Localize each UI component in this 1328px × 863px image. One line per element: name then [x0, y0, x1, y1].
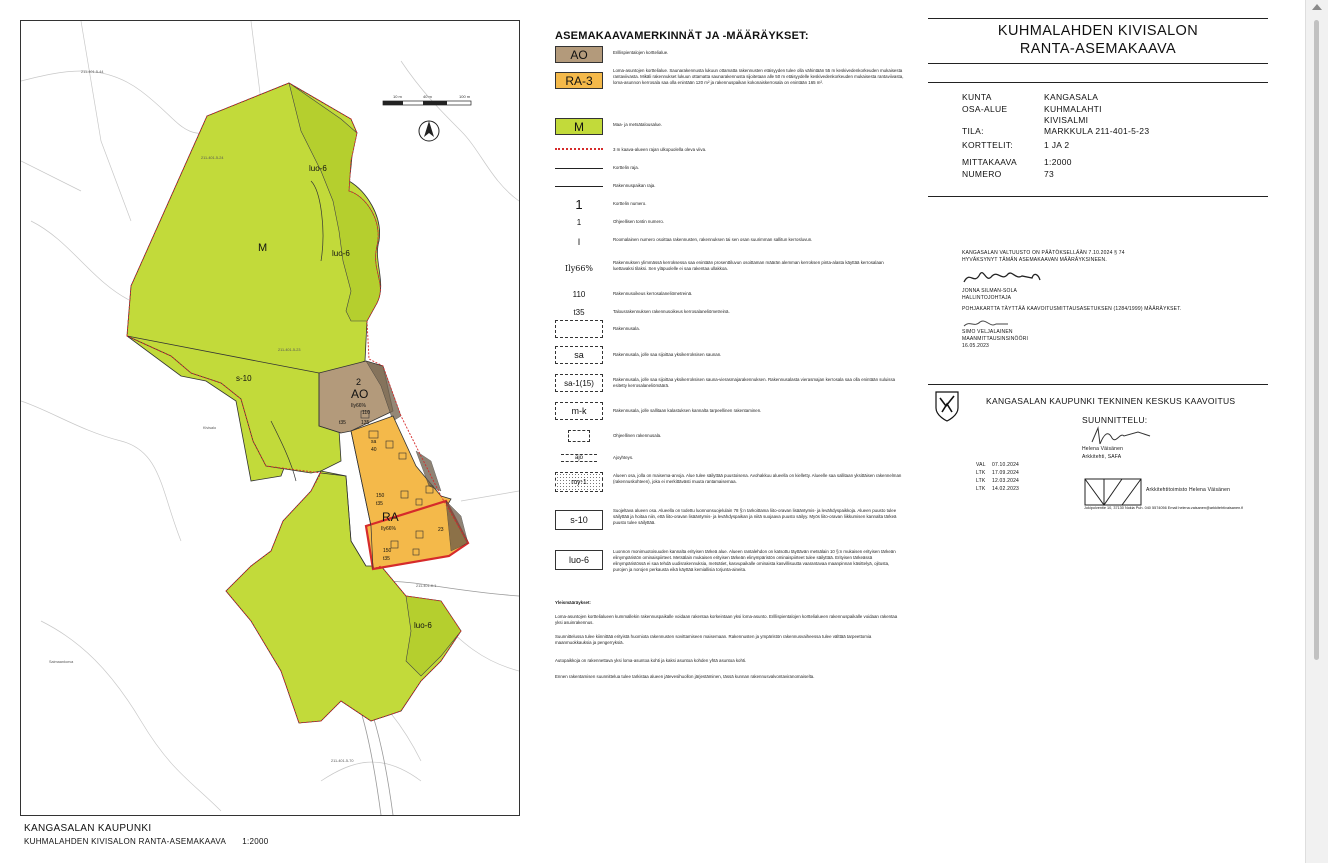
legend-symbol-sauna: sa: [555, 346, 603, 364]
design-label: SUUNNITTELU:: [1082, 415, 1148, 425]
date-2-label: LTK: [976, 470, 986, 476]
firm-name: Arkkitehtitoimisto Helena Väisänen: [1146, 487, 1231, 493]
label-135: 135: [361, 420, 370, 426]
legend-symbol-floors: I: [577, 237, 581, 247]
label-110: 110: [362, 410, 370, 416]
label-property-2: 211-401-5-44: [81, 70, 104, 74]
field-korttelit-label: KORTTELIT:: [962, 140, 1014, 150]
label-property-5: 211-401-5-24: [201, 156, 224, 160]
label-23: 23: [438, 527, 444, 533]
label-luo6-south: luo-6: [414, 621, 432, 630]
date-2-value: 17.09.2024: [992, 470, 1020, 476]
scroll-up-icon[interactable]: [1312, 4, 1322, 10]
organization-name: KANGASALAN KAUPUNKI TEKNINEN KESKUS KAAVOITUS: [986, 396, 1236, 406]
designer-signature: [1088, 426, 1158, 446]
legend-symbol-upper-floor: Ily66%: [564, 263, 594, 273]
plan-map-svg: [21, 21, 519, 815]
legend-desc-boundary: 3 m kaava-alueen rajan ulkopuolella oleva viiva.: [613, 147, 707, 152]
label-sa-a: sa: [371, 439, 377, 445]
coat-of-arms-icon: [934, 390, 960, 422]
legend-desc-outbuilding: Talousrakennuksen rakennusoikeus kerrosalaneliömetreinä.: [613, 309, 730, 314]
legend-desc-building-area: Rakennusala.: [613, 326, 640, 331]
general-regulation-4: Ennen rakentamisen suunnittelua tulee tarkistaa alueen jätevesihuollon järjestäminen, tässä kunnan rakennusvalvontaviranomaiselta.: [555, 674, 815, 679]
approval-line1: KANGASALAN VALTUUSTO ON PÄÄTÖKSELLÄÄN 7.10.2024 § 74: [962, 250, 1125, 256]
field-numero-label: NUMERO: [962, 169, 1002, 179]
legend-desc-landscape: Alueen osa, jolla on maisema-arvoja. Alue tulee säilyttää puustoisena. Avohakkuu alueella on kielletty. Alueelle saa sallitaan yksittäisen rakennelman (rakennuskohteen), joka ei merkittävästi muuta rantamaisemaa.: [613, 473, 902, 484]
label-luo6-north: luo-6: [309, 164, 327, 173]
legend-desc-s10: Suojeltava alueen osa. Alueella on todettu luonnonsuojelulain 78 §:n tarkoittama liito-oravan lisääntymis- ja levähdyspaikkoja. Alueen puusto tulee säilyttää ja hoitaa niin, että liito-oravan lisääntymis- ja levähdyspaikan ja niitä suojaava puusto säilyy. Myös liito-oravan liikkumisen kannalta tärkeä puusto tulee säilyttää.: [613, 508, 897, 525]
label-zone-m: M: [258, 242, 268, 254]
footer-scale: 1:2000: [242, 837, 269, 846]
label-t35-c: t35: [383, 556, 390, 562]
north-arrow: [419, 121, 439, 141]
label-ry-ra: Ily66%: [381, 526, 397, 532]
scale-tick-3: 100 m: [459, 94, 471, 99]
plan-map[interactable]: [20, 20, 520, 816]
legend-symbol-site-line: [555, 178, 603, 194]
label-150-a: 150: [376, 493, 385, 499]
legend-symbol-fishing: m-k: [555, 402, 603, 420]
general-regulation-3: Autopaikkoja on rakennettava yksi loma-asuntoa kohti ja kaksi asuntoa kohden yhtä asuntoa kohti.: [555, 658, 747, 663]
footer-line2: KUHMALAHDEN KIVISALON RANTA-ASEMAKAAVA: [24, 837, 226, 846]
label-t35-b: t35: [376, 501, 383, 507]
legend-desc-guest-sauna: Rakennusala, jolle saa sijoittaa yksikerroksisen sauna-vierasmajarakennuksen. Rakennusalasta vierasmajan kerrosala saa olla enintään suluissa esitetty kerrosalaneliömäärä.: [613, 377, 896, 388]
legend-symbol-boundary: [555, 142, 603, 158]
legend-desc-m: Maa- ja metsätalousalue.: [613, 122, 663, 127]
signer1-name: JONNA SILMAN-SOLA: [962, 288, 1018, 294]
label-40: 40: [371, 447, 377, 453]
footer: [24, 823, 268, 846]
legend-symbol-access-text: ajo: [561, 454, 597, 462]
date-3-value: 12.03.2024: [992, 478, 1020, 484]
legend-desc-sauna: Rakennusala, jolle saa sijoittaa yksikerroksisen saunan.: [613, 352, 722, 357]
legend-symbol-ra3: RA-3: [555, 72, 603, 89]
label-property-1: 211-401-5-23: [278, 348, 301, 352]
general-regulations-title: Yleismääräykset:: [555, 600, 591, 605]
legend-desc-luo6: Luonnon monimuotoisuuden kannalta erityisen tärkeä alue. Alueen rantalehdon on katsottu täyttävän metsälain 10 §:n mukaisen erityisen tärkeän elinympäristön ominaispiirteet. Metsälain mukaisen erityisen tärkeän elinympäristön ominaispiirteet tulee säilyttää. Erityisen tärkeässä elinympäristössä ei saa tehdä uudisrakennuksia, metsätiet, kasvupaikalle ominaista kasvillisuutta vaarantavaa maanpinnan käsittelyä, ojitusta, purojen ja norojen perkausta eikä käyttää kemiallisia torjunta-aineita.: [613, 549, 896, 572]
plan-title-line1: KUHMALAHDEN KIVISALON: [997, 23, 1199, 39]
legend-desc-floors: Roomalainen numero osoittaa rakennusten, rakennuksen tai sen osan suurimman sallitun kerrosluvun.: [613, 237, 813, 242]
signer2-name: SIMO VELJALAINEN: [962, 329, 1013, 335]
legend-symbol-guest-sauna: sa-1(15): [555, 374, 603, 392]
field-mittakaava-label: MITTAKAAVA: [962, 157, 1017, 167]
legend-desc-fishing: Rakennusala, jolle sallitaan kalastuksen kannalta tarpeellinen rakentaminen.: [613, 408, 762, 413]
field-korttelit-value: 1 JA 2: [1044, 140, 1070, 150]
legend-desc-site-line: Rakennuspaikan raja.: [613, 183, 656, 188]
signer1-title: HALLINTOJOHTAJA: [962, 295, 1012, 301]
date-3-label: LTK: [976, 478, 986, 484]
label-ao: AO: [351, 387, 369, 401]
scale-tick-2: 40 m: [423, 94, 432, 99]
signer2-date: 16.05.2023: [962, 343, 990, 349]
designer-title: Arkkitehti, SAFA: [1082, 454, 1122, 460]
legend-title: ASEMAKAAVAMERKINNÄT JA -MÄÄRÄYKSET:: [555, 30, 809, 42]
firm-address: Jokipolventie 10, 37130 Nokia Puh. 040 5574056 Email helena.vaisanen@arkkitehtivaisanen.fi: [1084, 506, 1244, 510]
legend-desc-building-right: Rakennusoikeus kerrosalaneliömetreinä.: [613, 291, 693, 296]
label-property-3: 211-401-5-70: [331, 759, 354, 763]
legend-symbol-block-number: 1: [575, 196, 583, 212]
legend-symbol-building-area: [555, 320, 603, 338]
scroll-thumb[interactable]: [1314, 20, 1319, 660]
legend-desc-plot-number: Ohjeellisen tontin numero.: [613, 219, 665, 224]
legend-symbol-plot-number: 1: [576, 217, 582, 227]
vertical-scrollbar[interactable]: [1305, 0, 1328, 863]
field-numero-value: 73: [1044, 169, 1055, 179]
label-luo6-mid: luo-6: [332, 249, 350, 258]
signer2-title: MAANMITTAUSINSINÖÖRI: [962, 336, 1029, 342]
legend-symbol-ao: AO: [555, 46, 603, 63]
legend-symbol-building-right: 110: [572, 289, 586, 299]
legend-desc-ao: Erillispientalojen korttelialue.: [613, 50, 669, 55]
base-map-note: POHJAKARTTA TÄYTTÄÄ KAAVOITUSMITTAUSASETUKSEN (1284/1999) MÄÄRÄYKSET.: [962, 306, 1182, 312]
label-ra: RA: [382, 510, 399, 524]
field-osa-alue-label: OSA-ALUE: [962, 104, 1008, 114]
firm-logo-icon: [1084, 478, 1142, 506]
scale-tick-1: 10 m: [393, 94, 402, 99]
legend-symbol-s10: s-10: [555, 510, 603, 530]
legend-symbol-landscape: my-1: [555, 472, 603, 492]
label-ry-ao: Ily66%: [351, 403, 367, 409]
legend-desc-ra3: Loma-asuntojen korttelialue. Saunarakennusta lukuun ottamatta rakennusten etäisyyden tulee olla vähintään 55 m keskivedenkorkeuden mukaisesta rantaviivasta. Mikäli rakennukset lukuun ottamatta saunarakennusta sijoitetaan alle 50 m etäisyydelle keskivedenkorkeuden mukaisesta rantaviivasta, loma-asunnon kerrosala saa olla enintään 120 m² ja rakennuspaikan kokonaiskerrosala on enintään 165 m².: [613, 68, 904, 85]
legend-symbol-indicative-area: [555, 428, 603, 444]
general-regulation-1: Loma-asuntojen korttelialueen kummallekin rakennuspaikalle voidaan rakentaa korkeintaan yksi loma-asunto. Erillispientalojen korttelialueen rakennuspaikalle voidaan rakentaa yksi asuinrakennus.: [555, 614, 898, 625]
legend-symbol-access: [555, 450, 603, 466]
approval-line2: HYVÄKSYNYT TÄMÄN ASEMAKAAVAN MÄÄRÄYKSINEEN.: [962, 257, 1107, 263]
general-regulation-2: Suunnittelussa tulee kiinnittää erityistä huomiota rakennusten sovittamiseen maisemaan. Rakennusten ja ympäristön rakennusvaiheessa tulee välttää tarpeettomia maanmuokkauksia ja pengerryksiä.: [555, 634, 872, 645]
label-150-b: 150: [383, 548, 392, 554]
footer-line1: KANGASALAN KAUPUNKI: [24, 823, 152, 834]
legend-symbol-outbuilding: t35: [573, 307, 585, 317]
label-t35-a: t35: [339, 420, 346, 426]
date-1-value: 07.10.2024: [992, 462, 1020, 468]
field-mittakaava-value: 1:2000: [1044, 157, 1072, 167]
label-property-4: 211-401-6-1: [416, 584, 437, 588]
legend-symbol-block-line: [555, 160, 603, 176]
designer-name: Helena Väisänen: [1082, 446, 1124, 452]
date-4-value: 14.02.2023: [992, 486, 1020, 492]
legend-symbol-luo6: luo-6: [555, 550, 603, 570]
field-osa-alue-value: KUHMALAHTI: [1044, 104, 1102, 114]
field-kunta-label: KUNTA: [962, 92, 992, 102]
legend-desc-access: Ajoyhteys.: [613, 455, 634, 460]
legend-desc-indicative-area: Ohjeellinen rakennusala.: [613, 433, 662, 438]
legend-desc-upper-floor: Rakennuksen ylimmässä kerroksessa saa enintään prosenttiluvun osoittaman määrän alemman kerroksen pinta-alasta käyttää kerrosalaan luettavaksi tilaksi. Sen yläpuolelle ei saa rakentaa ullakkoa.: [613, 260, 884, 271]
legend-symbol-m: M: [555, 118, 603, 135]
field-kunta-value: KANGASALA: [1044, 92, 1099, 102]
plan-title-line2: RANTA-ASEMAKAAVA: [1019, 41, 1177, 57]
field-tila-value: MARKKULA 211-401-5-23: [1044, 126, 1150, 136]
label-place-2: Saimaankorva: [49, 660, 74, 664]
legend-desc-block-number: Korttelin numero.: [613, 201, 647, 206]
field-osa-alue-value2: KIVISALMI: [1044, 115, 1089, 125]
label-place-1: Kivisalo: [203, 426, 217, 430]
legend-desc-block-line: Korttelin raja.: [613, 165, 639, 170]
signature-1: [962, 268, 1042, 288]
date-1-label: VAL: [976, 462, 986, 468]
field-tila-label: TILA:: [962, 126, 984, 136]
label-block-no-2: 2: [356, 377, 362, 387]
scale-bar: [383, 101, 471, 105]
legend: [555, 30, 905, 679]
date-4-label: LTK: [976, 486, 986, 492]
label-s10: s-10: [236, 374, 252, 383]
